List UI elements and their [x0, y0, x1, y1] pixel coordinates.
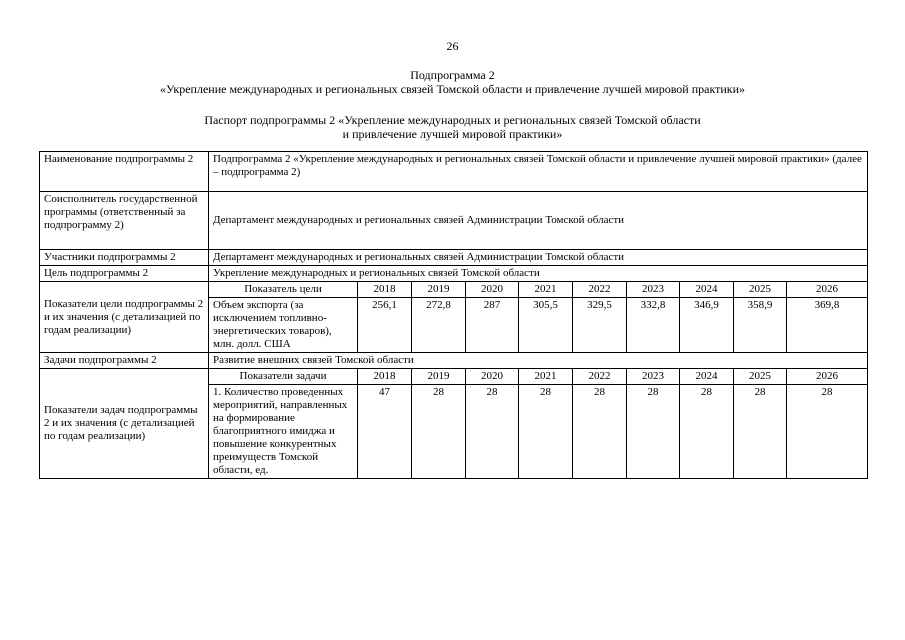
- goal-value-cell: 358,9: [734, 298, 787, 353]
- goal-value-cell: 332,8: [627, 298, 680, 353]
- name-label: Наименование подпрограммы 2: [40, 152, 209, 192]
- goal-label: Цель подпрограммы 2: [40, 266, 209, 282]
- goal-indicator-header: Показатель цели: [209, 282, 358, 298]
- table-row: [40, 353, 868, 369]
- task-value-cell: 28: [466, 385, 519, 479]
- task-year-cell: 2020: [466, 369, 519, 385]
- task-year-cell: 2018: [358, 369, 412, 385]
- task-value-cell: 28: [787, 385, 868, 479]
- task-indicator-name: 1. Количество проведенных мероприятий, направленных на формирование благоприятного имиджа и повышение конкурентных преимуществ Томской области, ед.: [209, 385, 358, 479]
- task-year-cell: 2025: [734, 369, 787, 385]
- passport-title-line1: Паспорт подпрограммы 2 «Укрепление международных и региональных связей Томской области: [204, 113, 701, 127]
- table-row: [40, 250, 868, 266]
- task-year-cell: 2021: [519, 369, 573, 385]
- subprogram-heading-line1: Подпрограмма 2: [410, 68, 495, 82]
- participants-label: Участники подпрограммы 2: [40, 250, 209, 266]
- goal-value-cell: 287: [466, 298, 519, 353]
- task-year-cell: 2023: [627, 369, 680, 385]
- tasks-label: Задачи подпрограммы 2: [40, 353, 209, 369]
- goal-value-cell: 272,8: [412, 298, 466, 353]
- task-value-cell: 28: [412, 385, 466, 479]
- goal-year-cell: 2025: [734, 282, 787, 298]
- goal-year-cell: 2022: [573, 282, 627, 298]
- coexecutor-label: Соисполнитель государственной программы (ответственный за подпрограмму 2): [40, 192, 209, 250]
- participants-value: Департамент международных и региональных связей Администрации Томской области: [209, 250, 868, 266]
- task-indicators-label: Показатели задач подпрограммы 2 и их значения (с детализацией по годам реализации): [40, 369, 209, 479]
- tasks-value: Развитие внешних связей Томской области: [209, 353, 868, 369]
- goal-value-cell: 329,5: [573, 298, 627, 353]
- passport-title: [0, 113, 905, 141]
- subprogram-heading-line2: «Укрепление международных и региональных связей Томской области и привлечение лучшей мировой практики»: [159, 82, 746, 96]
- goal-year-cell: 2021: [519, 282, 573, 298]
- task-year-cell: 2024: [680, 369, 734, 385]
- goal-year-cell: 2023: [627, 282, 680, 298]
- subprogram-heading: [0, 68, 905, 96]
- goal-value-cell: 256,1: [358, 298, 412, 353]
- task-value-cell: 28: [627, 385, 680, 479]
- goal-year-cell: 2019: [412, 282, 466, 298]
- task-year-cell: 2026: [787, 369, 868, 385]
- goal-year-cell: 2024: [680, 282, 734, 298]
- goal-value-cell: 369,8: [787, 298, 868, 353]
- goal-year-cell: 2018: [358, 282, 412, 298]
- table-row: [40, 369, 868, 385]
- task-value-cell: 28: [519, 385, 573, 479]
- task-value-cell: 47: [358, 385, 412, 479]
- goal-value-cell: 305,5: [519, 298, 573, 353]
- name-value: Подпрограмма 2 «Укрепление международных и региональных связей Томской области и привлечение лучшей мировой практики» (далее – подпрограмма 2): [209, 152, 868, 192]
- task-year-cell: 2019: [412, 369, 466, 385]
- table-row: [40, 282, 868, 298]
- coexecutor-value: Департамент международных и региональных связей Администрации Томской области: [209, 192, 868, 250]
- goal-year-cell: 2020: [466, 282, 519, 298]
- task-year-cell: 2022: [573, 369, 627, 385]
- table-row: [40, 152, 868, 192]
- task-value-cell: 28: [734, 385, 787, 479]
- page-number: 26: [446, 39, 459, 53]
- table-row: [40, 266, 868, 282]
- goal-value-cell: 346,9: [680, 298, 734, 353]
- task-value-cell: 28: [573, 385, 627, 479]
- task-indicator-header: Показатели задачи: [209, 369, 358, 385]
- task-value-cell: 28: [680, 385, 734, 479]
- passport-table: [39, 151, 868, 479]
- goal-year-cell: 2026: [787, 282, 868, 298]
- passport-title-line2: и привлечение лучшей мировой практики»: [342, 127, 563, 141]
- goal-indicator-name: Объем экспорта (за исключением топливно-энергетических товаров), млн. долл. США: [209, 298, 358, 353]
- goal-indicators-label: Показатели цели подпрограммы 2 и их значения (с детализацией по годам реализации): [40, 282, 209, 353]
- table-row: [40, 192, 868, 250]
- goal-value: Укрепление международных и региональных связей Томской области: [209, 266, 868, 282]
